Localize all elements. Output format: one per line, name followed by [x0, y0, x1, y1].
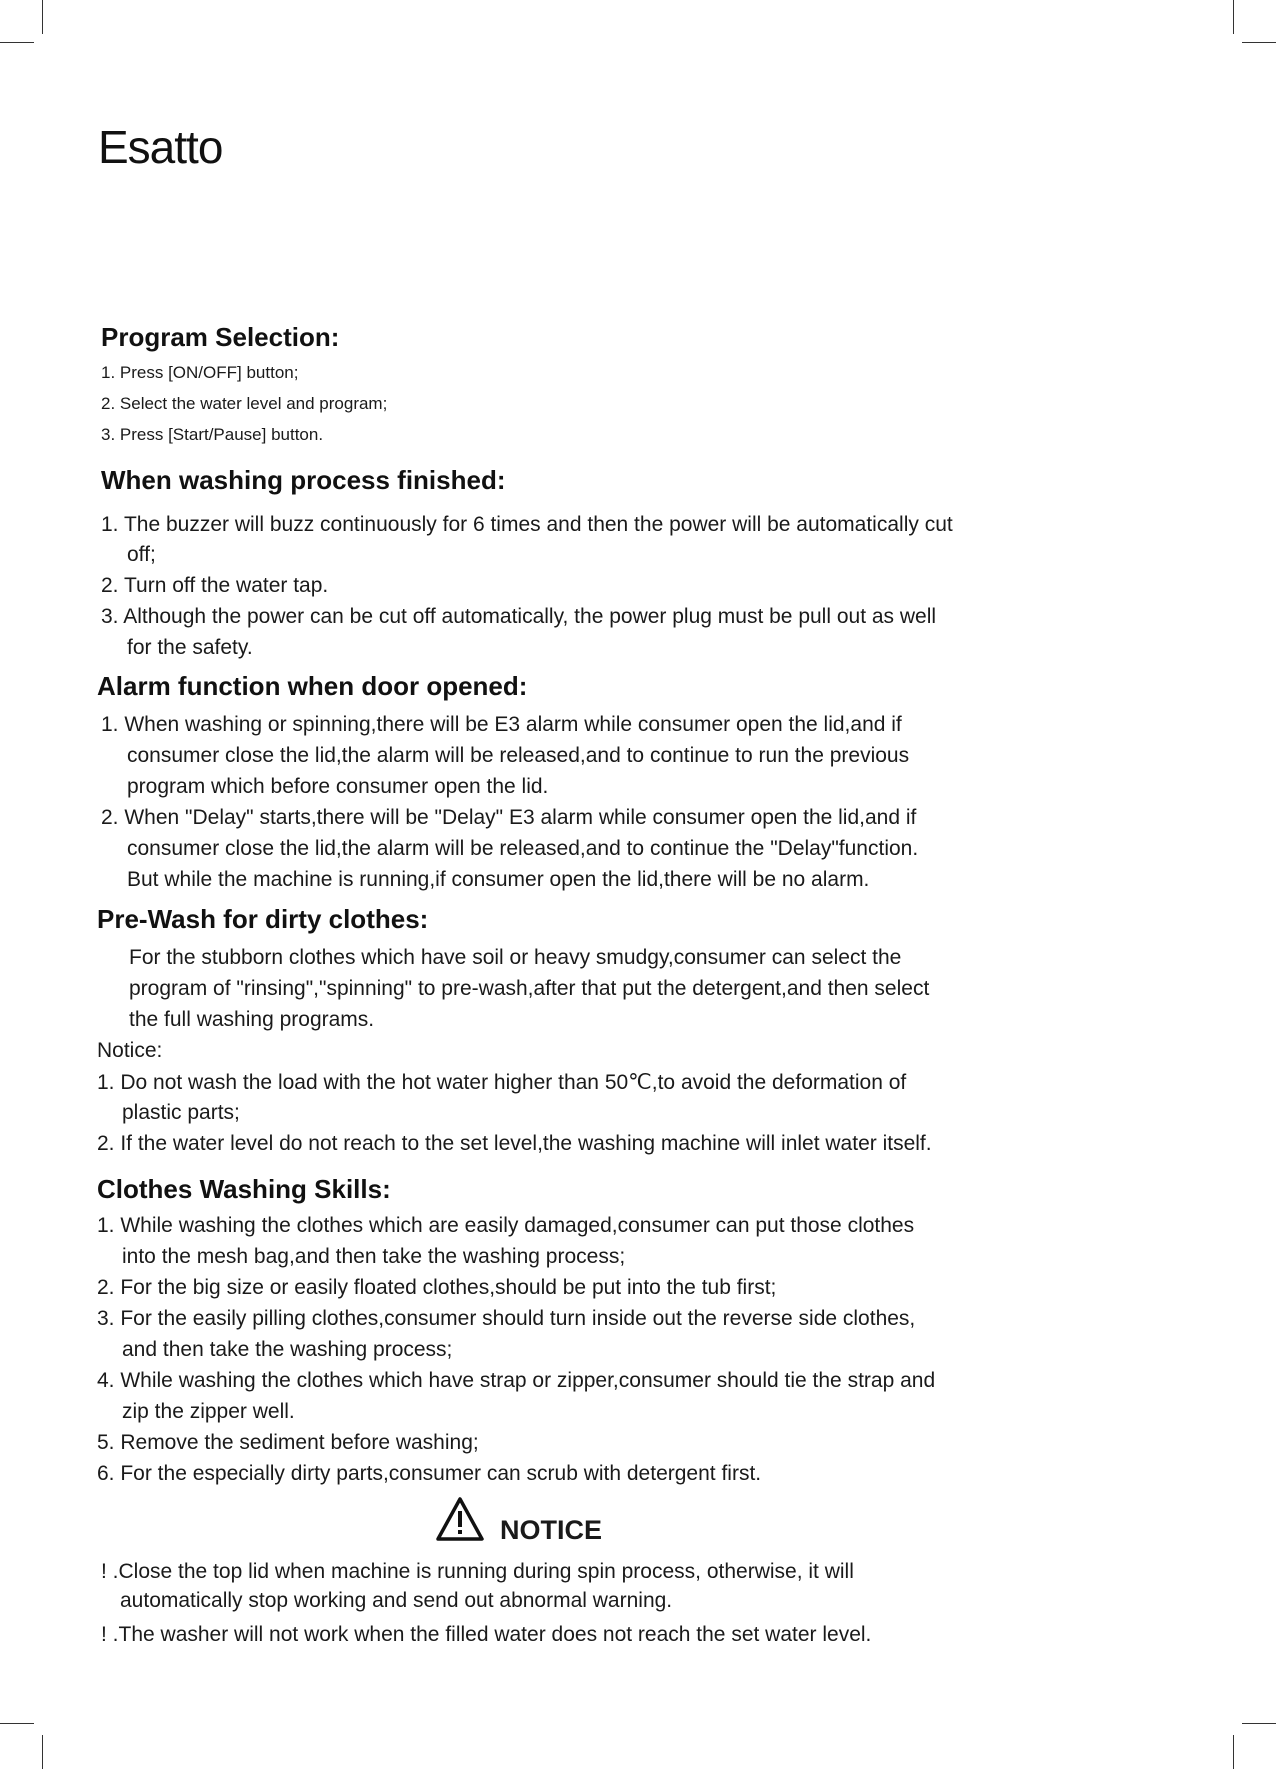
- program-selection-heading: Program Selection:: [101, 322, 340, 352]
- skills-line: and then take the washing process;: [122, 1338, 453, 1361]
- washing-finished-line: 1. The buzzer will buzz continuously for 6 times and then the power will be automatically cut: [101, 513, 953, 536]
- crop-mark: [42, 0, 43, 34]
- skills-line: 4. While washing the clothes which have strap or zipper,consumer should tie the strap and: [97, 1369, 936, 1392]
- skills-line: into the mesh bag,and then take the washing process;: [122, 1245, 626, 1268]
- washing-finished-line: 2. Turn off the water tap.: [101, 574, 329, 597]
- notice-line: ! .The washer will not work when the filled water does not reach the set water level.: [101, 1623, 872, 1646]
- crop-mark: [42, 1735, 43, 1769]
- brand-logo: Esatto: [98, 121, 223, 173]
- prewash-notice-label: Notice:: [97, 1039, 163, 1062]
- skills-line: 5. Remove the sediment before washing;: [97, 1431, 479, 1454]
- program-selection-line: 3. Press [Start/Pause] button.: [101, 425, 324, 444]
- notice-title: NOTICE: [500, 1515, 603, 1545]
- notice-line: automatically stop working and send out abnormal warning.: [120, 1589, 673, 1612]
- washing-finished-line: 3. Although the power can be cut off automatically, the power plug must be pull out as well: [101, 605, 937, 628]
- crop-mark: [1242, 42, 1276, 43]
- prewash-heading: Pre-Wash for dirty clothes:: [97, 904, 429, 934]
- program-selection-line: 1. Press [ON/OFF] button;: [101, 363, 299, 382]
- prewash-line: program of "rinsing","spinning" to pre-wash,after that put the detergent,and then select: [129, 977, 930, 1000]
- alarm-line: consumer close the lid,the alarm will be released,and to continue the "Delay"function.: [127, 837, 919, 860]
- skills-line: 3. For the easily pilling clothes,consumer should turn inside out the reverse side clothes,: [97, 1307, 916, 1330]
- alarm-line: 1. When washing or spinning,there will be E3 alarm while consumer open the lid,and if: [101, 713, 902, 736]
- washing-finished-line: off;: [127, 543, 156, 566]
- skills-line: zip the zipper well.: [122, 1400, 295, 1423]
- prewash-line: plastic parts;: [122, 1101, 240, 1124]
- crop-mark: [1242, 1723, 1276, 1724]
- skills-line: 2. For the big size or easily floated clothes,should be put into the tub first;: [97, 1276, 777, 1299]
- alarm-heading: Alarm function when door opened:: [97, 671, 528, 701]
- notice-line: ! .Close the top lid when machine is running during spin process, otherwise, it will: [101, 1560, 854, 1583]
- program-selection-line: 2. Select the water level and program;: [101, 394, 388, 413]
- warning-triangle-icon: [435, 1496, 485, 1542]
- washing-finished-line: for the safety.: [127, 636, 253, 659]
- prewash-line: 2. If the water level do not reach to the set level,the washing machine will inlet water itself.: [97, 1132, 932, 1155]
- prewash-line: the full washing programs.: [129, 1008, 375, 1031]
- alarm-line: program which before consumer open the lid.: [127, 775, 549, 798]
- crop-mark: [1233, 1735, 1234, 1769]
- prewash-line: 1. Do not wash the load with the hot water higher than 50℃,to avoid the deformation of: [97, 1071, 907, 1094]
- skills-heading: Clothes Washing Skills:: [97, 1174, 391, 1204]
- prewash-line: For the stubborn clothes which have soil or heavy smudgy,consumer can select the: [129, 946, 902, 969]
- alarm-line: 2. When "Delay" starts,there will be "Delay" E3 alarm while consumer open the lid,and if: [101, 806, 917, 829]
- alarm-line: consumer close the lid,the alarm will be released,and to continue to run the previous: [127, 744, 910, 767]
- crop-mark: [0, 1723, 34, 1724]
- skills-line: 6. For the especially dirty parts,consumer can scrub with detergent first.: [97, 1462, 762, 1485]
- skills-line: 1. While washing the clothes which are easily damaged,consumer can put those clothes: [97, 1214, 915, 1237]
- crop-mark: [0, 42, 34, 43]
- crop-mark: [1233, 0, 1234, 34]
- washing-finished-heading: When washing process finished:: [101, 465, 506, 495]
- alarm-line: But while the machine is running,if consumer open the lid,there will be no alarm.: [127, 868, 870, 891]
